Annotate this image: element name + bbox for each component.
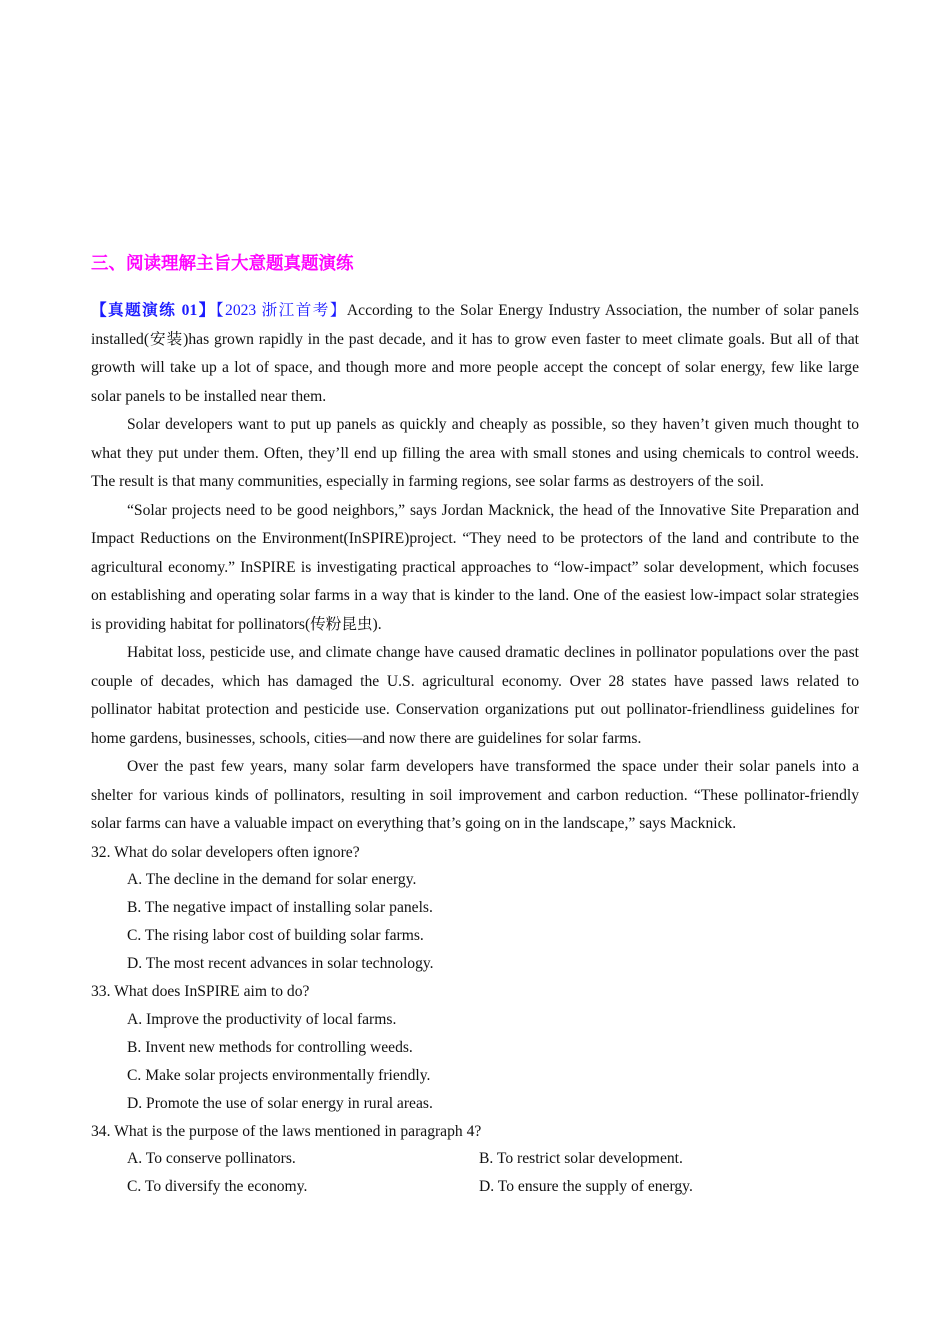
section-title: 三、阅读理解主旨大意题真题演练 bbox=[91, 254, 354, 274]
question-list bbox=[91, 839, 859, 1202]
option-row bbox=[127, 1145, 859, 1173]
paragraph-2: Solar developers want to put up panels as quickly and cheaply as possible, so they haven’t given much thought to what they put under them. Often, they’ll end up filling the area with small stones and using chemicals to control weeds. The result is that many communities, especially in farming regions, see solar farms as destroyers of the soil. bbox=[91, 416, 859, 490]
paragraph-1 bbox=[91, 297, 859, 411]
source-tag: 【2023 浙江首考】 bbox=[215, 302, 347, 319]
answer-option: C. Make solar projects environmentally friendly. bbox=[127, 1066, 431, 1084]
answer-option: B. To restrict solar development. bbox=[479, 1150, 683, 1168]
answer-option: A. Improve the productivity of local farms. bbox=[127, 1010, 397, 1028]
answer-option: D. To ensure the supply of energy. bbox=[479, 1178, 693, 1196]
answer-option: D. Promote the use of solar energy in rural areas. bbox=[127, 1094, 433, 1112]
question-stem: 32. What do solar developers often ignore? bbox=[91, 843, 360, 861]
question-stem: 33. What does InSPIRE aim to do? bbox=[91, 983, 310, 1001]
answer-option: C. The rising labor cost of building solar farms. bbox=[127, 927, 424, 945]
reading-passage bbox=[91, 297, 859, 1201]
answer-option: A. To conserve pollinators. bbox=[127, 1150, 296, 1168]
paragraph-4: Habitat loss, pesticide use, and climate change have caused dramatic declines in pollinator populations over the past couple of decades, which has damaged the U.S. agricultural economy. Over 28 states have passed laws related to pollinator habitat protection and pesticide use. Conservation organizations put out pollinator-friendliness guidelines for home gardens, businesses, schools, cities—and now there are guidelines for solar farms. bbox=[91, 644, 859, 747]
option-row bbox=[127, 1173, 859, 1201]
paragraph-3: “Solar projects need to be good neighbors,” says Jordan Macknick, the head of the Innovative Site Preparation and Impact Reductions on the Environment(InSPIRE)project. “They need to be protectors of the land and contribute to the agricultural economy.” InSPIRE is investigating practical approaches to “low-impact” solar development, which focuses on establishing and operating solar farms in a way that is kinder to the land. One of the easiest low-impact solar strategies is providing habitat for pollinators(传粉昆虫). bbox=[91, 501, 859, 633]
answer-option: B. The negative impact of installing solar panels. bbox=[127, 899, 433, 917]
question-stem: 34. What is the purpose of the laws mentioned in paragraph 4? bbox=[91, 1122, 482, 1140]
answer-option: D. The most recent advances in solar technology. bbox=[127, 955, 434, 973]
paragraph-5: Over the past few years, many solar farm developers have transformed the space under their solar panels into a shelter for various kinds of pollinators, resulting in soil improvement and carbon reduction. “These pollinator-friendly solar farms can have a valuable impact on everything that’s going on in the landscape,” says Macknick. bbox=[91, 758, 859, 832]
answer-option: C. To diversify the economy. bbox=[127, 1178, 308, 1196]
paragraph-1-text: According to the Solar Energy Industry Association, the number of solar panels installed(安装)has grown rapidly in the past decade, and it has to grow even faster to meet climate goals. But all of that growth will take up a lot of space, and though more and more people accept the concept of solar energy, few like large solar panels to be installed near them. bbox=[91, 302, 860, 405]
exercise-tag: 【真题演练 01】 bbox=[91, 302, 216, 319]
answer-option: B. Invent new methods for controlling weeds. bbox=[127, 1038, 413, 1056]
answer-option: A. The decline in the demand for solar energy. bbox=[127, 871, 417, 889]
